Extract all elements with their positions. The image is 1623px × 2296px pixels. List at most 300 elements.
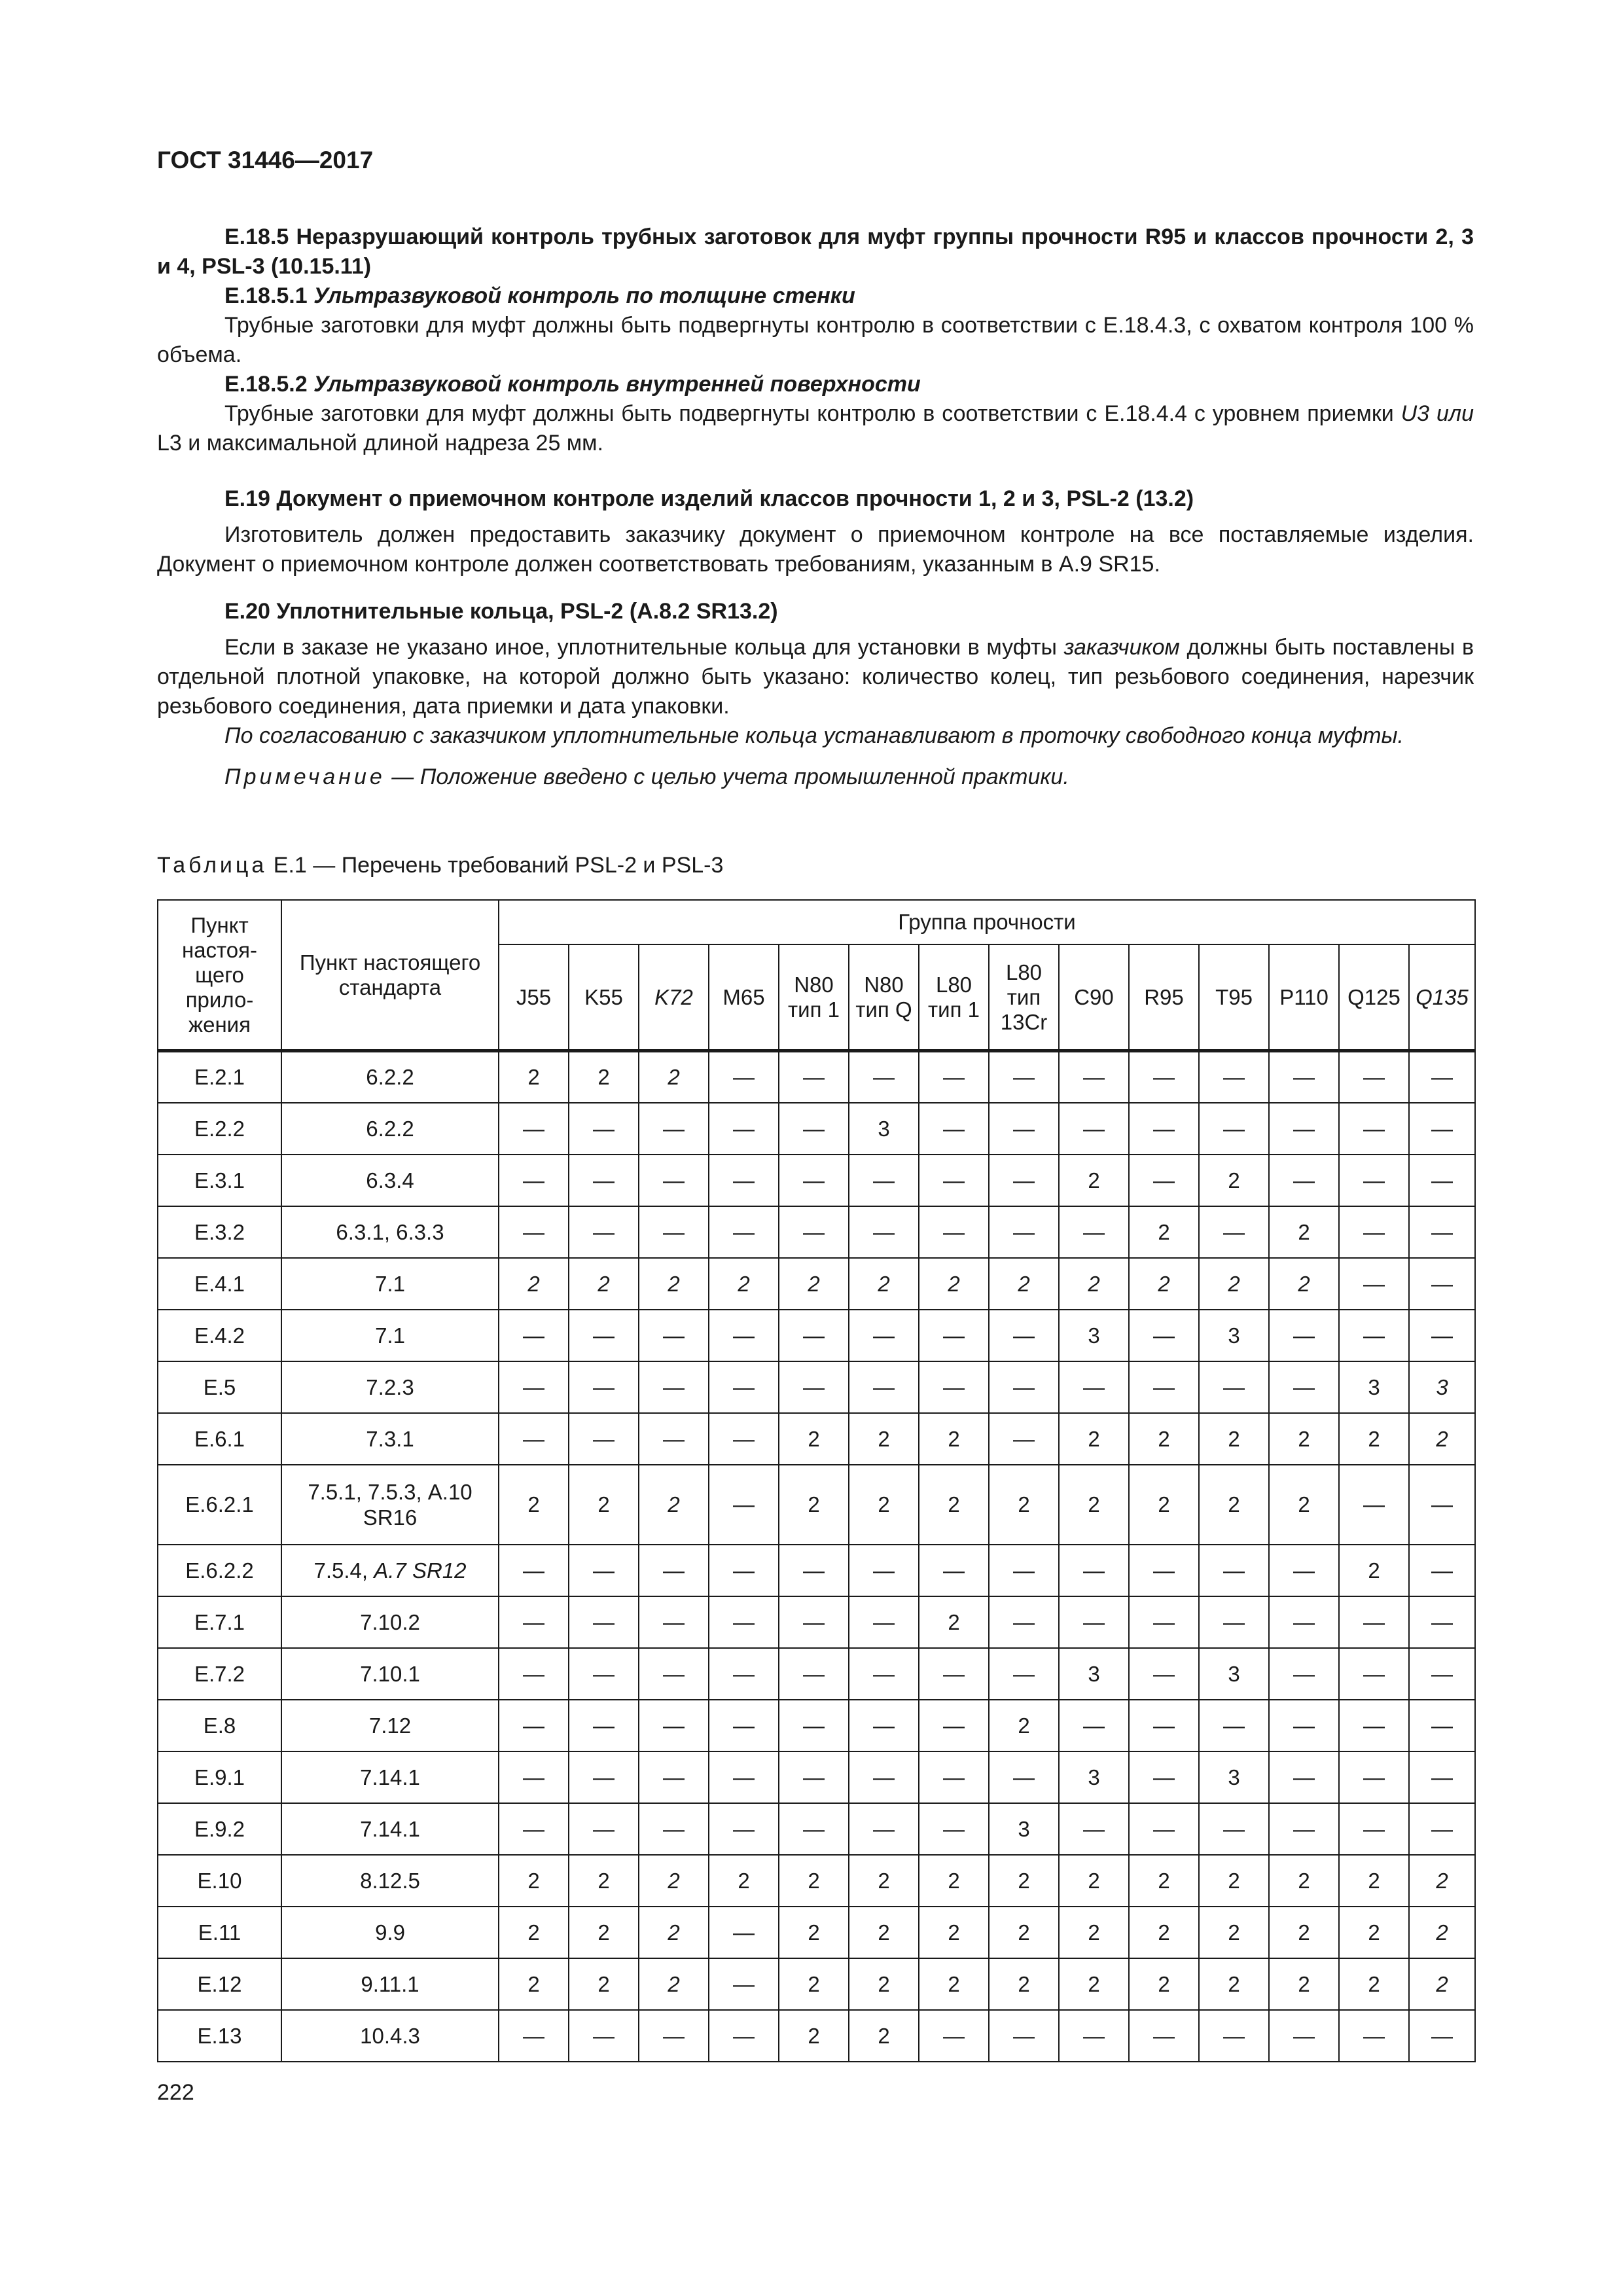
requirement-cell: —	[989, 1596, 1059, 1648]
requirement-cell: 2	[1269, 1413, 1339, 1465]
requirement-cell: —	[849, 1206, 919, 1258]
header-grade: L80 тип 13Cr	[989, 944, 1059, 1051]
section-e18-5-1-heading	[157, 281, 1474, 311]
requirement-cell: —	[709, 1103, 779, 1155]
requirement-cell: —	[1059, 1700, 1129, 1751]
table-row	[158, 1465, 1475, 1545]
requirement-cell: 2	[989, 1258, 1059, 1310]
requirement-cell: —	[709, 2010, 779, 2062]
requirement-cell: —	[919, 1155, 989, 1206]
section-e18-5-2-text-italic: U3 или	[1400, 401, 1474, 426]
requirement-cell: —	[1199, 1596, 1269, 1648]
page-number: 222	[157, 2080, 194, 2105]
note-label: Примечание	[224, 764, 385, 789]
requirement-cell: —	[709, 1907, 779, 1958]
annex-clause-cell: Е.10	[158, 1855, 281, 1907]
standard-clause-cell	[281, 1051, 499, 1103]
requirement-cell: —	[1409, 1051, 1475, 1103]
standard-clause-cell	[281, 1465, 499, 1545]
requirement-cell: 2	[1199, 1155, 1269, 1206]
requirement-cell: —	[989, 1413, 1059, 1465]
standard-clause-text: 9.11.1	[361, 1971, 419, 1996]
requirement-cell: 2	[779, 1907, 849, 1958]
requirement-cell: —	[779, 1310, 849, 1361]
requirement-cell: —	[1409, 1310, 1475, 1361]
requirement-cell: 2	[499, 1258, 569, 1310]
requirement-cell: 2	[1199, 1413, 1269, 1465]
header-grade: K72	[639, 944, 709, 1051]
requirement-cell: —	[499, 1751, 569, 1803]
requirement-cell: 2	[499, 1051, 569, 1103]
requirement-cell: 2	[779, 1465, 849, 1545]
requirement-cell: 2	[989, 1855, 1059, 1907]
requirement-cell: —	[499, 1155, 569, 1206]
section-e19	[157, 484, 1474, 579]
standard-clause-text: 6.3.1, 6.3.3	[336, 1219, 444, 1244]
requirement-cell: —	[1129, 1700, 1199, 1751]
requirement-cell: —	[779, 1206, 849, 1258]
requirement-cell: —	[1129, 2010, 1199, 2062]
requirement-cell: —	[1339, 1155, 1409, 1206]
header-grade: N80 тип 1	[779, 944, 849, 1051]
standard-clause-cell	[281, 1103, 499, 1155]
requirement-cell: —	[1129, 1803, 1199, 1855]
section-e20-text-part: Если в заказе не указано иное, уплотнительные кольца для установки в муфты	[224, 635, 1057, 660]
table-row	[158, 1103, 1475, 1155]
requirement-cell: —	[1409, 1103, 1475, 1155]
table-row	[158, 1958, 1475, 2010]
header-grade: R95	[1129, 944, 1199, 1051]
requirement-cell: —	[1269, 1751, 1339, 1803]
requirement-cell: —	[1339, 1648, 1409, 1700]
requirement-cell: —	[779, 1155, 849, 1206]
section-e18-5-2-title: Ультразвуковой контроль внутренней поверхности	[313, 372, 921, 397]
requirement-cell: 3	[1059, 1751, 1129, 1803]
requirement-cell: —	[499, 1803, 569, 1855]
requirement-cell: 2	[1129, 1258, 1199, 1310]
section-e18-5-title: Е.18.5 Неразрушающий контроль трубных заготовок для муфт группы прочности R95 и классов прочности 2, 3 и 4, PSL-3 (10.15.11)	[157, 224, 1474, 279]
requirement-cell: —	[499, 1596, 569, 1648]
table-row	[158, 1907, 1475, 1958]
requirement-cell: —	[1269, 1803, 1339, 1855]
requirement-cell: —	[989, 1545, 1059, 1596]
requirement-cell: —	[569, 1648, 639, 1700]
section-e18-5-2-heading	[157, 370, 1474, 399]
requirement-cell: 2	[919, 1596, 989, 1648]
table-row	[158, 1361, 1475, 1413]
header-grade: L80 тип 1	[919, 944, 989, 1051]
section-e20-title: Е.20 Уплотнительные кольца, PSL-2 (А.8.2 SR13.2)	[224, 599, 778, 624]
requirement-cell: 2	[1059, 1155, 1129, 1206]
requirement-cell: —	[569, 1206, 639, 1258]
requirement-cell: —	[1199, 1700, 1269, 1751]
table-caption-label: Таблица	[157, 853, 268, 878]
requirement-cell: —	[1199, 1051, 1269, 1103]
requirement-cell: 2	[1129, 1413, 1199, 1465]
note-text: — Положение введено с целью учета промышленной практики.	[391, 764, 1069, 789]
requirement-cell: 2	[1129, 1465, 1199, 1545]
requirement-cell: 2	[1129, 1907, 1199, 1958]
requirement-cell: 2	[919, 1413, 989, 1465]
requirement-cell: —	[569, 2010, 639, 2062]
requirement-cell: 3	[1199, 1751, 1269, 1803]
annex-clause-cell: Е.5	[158, 1361, 281, 1413]
annex-clause-cell: Е.8	[158, 1700, 281, 1751]
header-grade: M65	[709, 944, 779, 1051]
requirement-cell: —	[779, 1596, 849, 1648]
requirement-cell: 2	[639, 1958, 709, 2010]
requirement-cell: —	[1129, 1751, 1199, 1803]
requirement-cell: —	[989, 1103, 1059, 1155]
requirement-cell: 2	[1059, 1907, 1129, 1958]
requirement-cell: 3	[1339, 1361, 1409, 1413]
requirement-cell: 2	[1339, 1413, 1409, 1465]
requirement-cell: —	[1269, 1155, 1339, 1206]
requirement-cell: 2	[1339, 1907, 1409, 1958]
requirement-cell: 2	[919, 1907, 989, 1958]
requirement-cell: —	[1199, 1103, 1269, 1155]
requirement-cell: —	[989, 1648, 1059, 1700]
requirement-cell: —	[639, 1413, 709, 1465]
standard-clause-text: 7.2.3	[366, 1374, 414, 1399]
section-e20-text	[157, 633, 1474, 721]
requirement-cell: —	[569, 1545, 639, 1596]
table-row	[158, 1545, 1475, 1596]
requirement-cell: —	[709, 1310, 779, 1361]
annex-clause-cell: Е.9.2	[158, 1803, 281, 1855]
requirement-cell: —	[1269, 1700, 1339, 1751]
requirement-cell: —	[639, 1700, 709, 1751]
annex-clause-cell: Е.7.2	[158, 1648, 281, 1700]
requirement-cell: —	[1129, 1051, 1199, 1103]
requirement-cell: —	[779, 1803, 849, 1855]
requirement-cell: —	[1269, 1596, 1339, 1648]
standard-clause-text: 7.5.1, 7.5.3, А.10 SR16	[308, 1479, 473, 1530]
requirement-cell: 2	[849, 1258, 919, 1310]
requirement-cell: 2	[1199, 1958, 1269, 2010]
requirement-cell: 2	[499, 1855, 569, 1907]
header-grade: C90	[1059, 944, 1129, 1051]
requirement-cell: —	[639, 1545, 709, 1596]
requirement-cell: 2	[1339, 1855, 1409, 1907]
requirement-cell: 2	[849, 1413, 919, 1465]
requirement-cell: —	[569, 1803, 639, 1855]
requirement-cell: —	[919, 1310, 989, 1361]
header-grade: Q125	[1339, 944, 1409, 1051]
requirement-cell: —	[1059, 1206, 1129, 1258]
requirement-cell: —	[1059, 1361, 1129, 1413]
requirement-cell: —	[1409, 1648, 1475, 1700]
header-strength-group: Группа прочности	[499, 900, 1475, 944]
requirement-cell: —	[1199, 1545, 1269, 1596]
requirement-cell: —	[1059, 1596, 1129, 1648]
requirement-cell: 2	[499, 1907, 569, 1958]
requirement-cell: 2	[919, 1258, 989, 1310]
requirement-cell: —	[1199, 1206, 1269, 1258]
requirement-cell: 2	[569, 1958, 639, 2010]
annex-clause-cell: Е.6.2.1	[158, 1465, 281, 1545]
requirement-cell: —	[989, 1051, 1059, 1103]
table-caption	[157, 853, 723, 878]
requirement-cell: —	[499, 1413, 569, 1465]
requirement-cell: —	[1269, 1361, 1339, 1413]
table-row	[158, 1258, 1475, 1310]
requirement-cell: 2	[639, 1855, 709, 1907]
requirement-cell: 2	[1269, 1855, 1339, 1907]
annex-clause-cell: Е.4.2	[158, 1310, 281, 1361]
requirement-cell: —	[1339, 1206, 1409, 1258]
requirement-cell: —	[1339, 1465, 1409, 1545]
requirement-cell: —	[919, 1700, 989, 1751]
requirement-cell: —	[989, 2010, 1059, 2062]
requirement-cell: 2	[989, 1958, 1059, 2010]
requirement-cell: —	[569, 1700, 639, 1751]
requirement-cell: —	[1269, 1310, 1339, 1361]
section-e19-title: Е.19 Документ о приемочном контроле изделий классов прочности 1, 2 и 3, PSL-2 (13.2)	[224, 486, 1194, 511]
requirement-cell: 3	[1059, 1310, 1129, 1361]
requirement-cell: 2	[919, 1958, 989, 2010]
requirement-cell: 2	[779, 1958, 849, 2010]
table-row	[158, 1413, 1475, 1465]
requirement-cell: 2	[639, 1465, 709, 1545]
requirement-cell: —	[919, 1803, 989, 1855]
section-e20-text2: По согласованию с заказчиком уплотнительные кольца устанавливают в проточку свободного конца муфты.	[224, 723, 1404, 748]
requirement-cell: 3	[1059, 1648, 1129, 1700]
standard-clause-text: 6.3.4	[366, 1168, 414, 1193]
requirement-cell: —	[1339, 2010, 1409, 2062]
requirement-cell: 2	[1199, 1258, 1269, 1310]
table-row	[158, 1751, 1475, 1803]
requirement-cell: 2	[779, 1413, 849, 1465]
requirement-cell: —	[569, 1103, 639, 1155]
requirement-cell: —	[1199, 2010, 1269, 2062]
requirement-cell: —	[1339, 1596, 1409, 1648]
requirement-cell: —	[709, 1700, 779, 1751]
requirement-cell: —	[1409, 1700, 1475, 1751]
requirement-cell: 2	[569, 1855, 639, 1907]
requirement-cell: —	[919, 1361, 989, 1413]
requirement-cell: —	[779, 1051, 849, 1103]
requirement-cell: 2	[1059, 1258, 1129, 1310]
requirement-cell: 2	[989, 1465, 1059, 1545]
requirement-cell: —	[499, 1103, 569, 1155]
annex-clause-cell: Е.11	[158, 1907, 281, 1958]
requirement-cell: —	[1199, 1361, 1269, 1413]
standard-clause-text: 7.1	[375, 1271, 405, 1296]
requirement-cell: —	[639, 2010, 709, 2062]
requirement-cell: —	[1129, 1361, 1199, 1413]
table-row	[158, 1051, 1475, 1103]
header-grade: K55	[569, 944, 639, 1051]
requirement-cell: —	[709, 1413, 779, 1465]
requirement-cell: —	[569, 1310, 639, 1361]
requirement-cell: 2	[1269, 1465, 1339, 1545]
requirement-cell: —	[709, 1206, 779, 1258]
requirement-cell: —	[639, 1310, 709, 1361]
requirement-cell: 2	[1409, 1907, 1475, 1958]
standard-clause-text: 7.3.1	[366, 1426, 414, 1451]
annex-clause-cell: Е.3.1	[158, 1155, 281, 1206]
annex-clause-cell: Е.2.2	[158, 1103, 281, 1155]
requirement-cell: —	[569, 1413, 639, 1465]
requirement-cell: —	[849, 1051, 919, 1103]
requirement-cell: —	[919, 1206, 989, 1258]
table-row	[158, 1855, 1475, 1907]
standard-clause-cell	[281, 1648, 499, 1700]
requirement-cell: —	[849, 1310, 919, 1361]
header-grade: P110	[1269, 944, 1339, 1051]
standard-clause-text: 8.12.5	[360, 1868, 420, 1893]
requirement-cell: —	[639, 1361, 709, 1413]
requirement-cell: —	[919, 1751, 989, 1803]
table-row	[158, 1310, 1475, 1361]
requirement-cell: 2	[1269, 1206, 1339, 1258]
requirement-cell: 2	[989, 1700, 1059, 1751]
annex-clause-cell: Е.7.1	[158, 1596, 281, 1648]
requirement-cell: —	[1339, 1803, 1409, 1855]
requirement-cell: —	[1409, 2010, 1475, 2062]
standard-clause-text: 7.12	[368, 1713, 412, 1738]
annex-clause-cell: Е.6.1	[158, 1413, 281, 1465]
requirement-cell: 2	[1129, 1855, 1199, 1907]
section-e18-5	[157, 223, 1474, 458]
requirement-cell: 2	[1199, 1855, 1269, 1907]
requirement-cell: —	[709, 1751, 779, 1803]
requirement-cell: —	[569, 1155, 639, 1206]
standard-clause-text: 7.14.1	[360, 1816, 420, 1841]
requirement-cell: —	[1059, 1051, 1129, 1103]
requirement-cell: —	[1269, 1103, 1339, 1155]
section-e18-5-2-number: Е.18.5.2	[224, 372, 308, 397]
requirement-cell: 2	[1129, 1206, 1199, 1258]
table-row	[158, 1700, 1475, 1751]
section-e18-5-1-number: Е.18.5.1	[224, 283, 308, 308]
note	[157, 762, 1474, 792]
requirement-cell: 2	[919, 1465, 989, 1545]
table-row	[158, 2010, 1475, 2062]
requirement-cell: —	[1409, 1751, 1475, 1803]
requirement-cell: —	[1059, 2010, 1129, 2062]
standard-clause-text: 10.4.3	[360, 2023, 420, 2048]
requirement-cell: 2	[779, 1258, 849, 1310]
standard-clause-cell	[281, 1413, 499, 1465]
requirement-cell: 2	[569, 1907, 639, 1958]
requirement-cell: —	[1059, 1545, 1129, 1596]
standard-clause-cell	[281, 1803, 499, 1855]
requirement-cell: 2	[989, 1907, 1059, 1958]
requirement-cell: 2	[1269, 1958, 1339, 2010]
requirement-cell: 2	[779, 1855, 849, 1907]
requirement-cell: —	[639, 1155, 709, 1206]
requirement-cell: 2	[709, 1258, 779, 1310]
standard-clause-cell	[281, 1751, 499, 1803]
requirement-cell: 2	[1059, 1958, 1129, 2010]
section-e19-text: Изготовитель должен предоставить заказчику документ о приемочном контроле на все поставляемые изделия. Документ о приемочном контроле должен соответствовать требованиям, указанным в А.9 SR15.	[157, 522, 1474, 577]
requirement-cell: —	[709, 1958, 779, 2010]
requirement-cell: 2	[779, 2010, 849, 2062]
requirement-cell: 2	[849, 1907, 919, 1958]
requirement-cell: —	[1339, 1751, 1409, 1803]
requirement-cell: —	[779, 1361, 849, 1413]
requirement-cell: —	[1409, 1206, 1475, 1258]
standard-clause-cell	[281, 1596, 499, 1648]
requirement-cell: —	[779, 1700, 849, 1751]
standard-clause-cell	[281, 1545, 499, 1596]
requirement-cell: —	[709, 1465, 779, 1545]
requirement-cell: 2	[849, 1958, 919, 2010]
requirement-cell: —	[1059, 1103, 1129, 1155]
requirement-cell: —	[919, 2010, 989, 2062]
standard-clause-cell	[281, 1155, 499, 1206]
standard-clause-text: 7.1	[375, 1323, 405, 1348]
requirement-cell: —	[989, 1155, 1059, 1206]
requirement-cell: —	[639, 1596, 709, 1648]
requirement-cell: —	[499, 1700, 569, 1751]
requirement-cell: —	[639, 1206, 709, 1258]
table-row	[158, 1596, 1475, 1648]
requirement-cell: —	[1269, 2010, 1339, 2062]
standard-clause-cell	[281, 1958, 499, 2010]
requirement-cell: —	[709, 1155, 779, 1206]
section-e18-5-1-title: Ультразвуковой контроль по толщине стенки	[313, 283, 855, 308]
requirement-cell: —	[989, 1361, 1059, 1413]
requirement-cell: —	[1339, 1258, 1409, 1310]
requirement-cell: —	[1129, 1545, 1199, 1596]
requirement-cell: —	[849, 1648, 919, 1700]
annex-clause-cell: Е.3.2	[158, 1206, 281, 1258]
requirement-cell: 2	[569, 1051, 639, 1103]
requirement-cell: —	[849, 1751, 919, 1803]
requirement-cell: —	[1339, 1700, 1409, 1751]
annex-clause-cell: Е.13	[158, 2010, 281, 2062]
section-e18-5-1-text: Трубные заготовки для муфт должны быть подвергнуты контролю в соответствии с Е.18.4.3, с охватом контроля 100 % объема.	[157, 313, 1474, 367]
requirement-cell: —	[989, 1751, 1059, 1803]
requirement-cell: —	[1129, 1155, 1199, 1206]
standard-clause-text: 9.9	[375, 1920, 405, 1945]
annex-clause-cell: Е.12	[158, 1958, 281, 2010]
requirement-cell: 2	[639, 1051, 709, 1103]
requirement-cell: —	[849, 1361, 919, 1413]
standard-clause-text: 7.14.1	[360, 1765, 420, 1789]
standard-clause-cell	[281, 2010, 499, 2062]
requirement-cell: 2	[1059, 1855, 1129, 1907]
requirement-cell: —	[569, 1361, 639, 1413]
requirement-cell: 2	[639, 1258, 709, 1310]
requirement-cell: —	[709, 1803, 779, 1855]
annex-clause-cell: Е.2.1	[158, 1051, 281, 1103]
requirement-cell: —	[499, 1361, 569, 1413]
standard-clause-text: 6.2.2	[366, 1116, 414, 1141]
table-row	[158, 1155, 1475, 1206]
requirement-cell: —	[1409, 1465, 1475, 1545]
requirement-cell: —	[709, 1648, 779, 1700]
standard-clause-cell	[281, 1310, 499, 1361]
requirement-cell: —	[499, 2010, 569, 2062]
standard-clause-text: 7.5.4,	[313, 1558, 368, 1583]
table-row	[158, 1648, 1475, 1700]
requirement-cell: —	[499, 1545, 569, 1596]
requirement-cell: —	[1269, 1051, 1339, 1103]
requirement-cell: —	[1129, 1648, 1199, 1700]
standard-clause-cell	[281, 1361, 499, 1413]
requirement-cell: —	[639, 1751, 709, 1803]
standard-clause-text: 6.2.2	[366, 1065, 414, 1090]
requirement-cell: —	[569, 1596, 639, 1648]
standard-clause-cell	[281, 1855, 499, 1907]
requirement-cell: —	[1339, 1103, 1409, 1155]
requirement-cell: 3	[1199, 1648, 1269, 1700]
document-header: ГОСТ 31446—2017	[157, 147, 374, 173]
